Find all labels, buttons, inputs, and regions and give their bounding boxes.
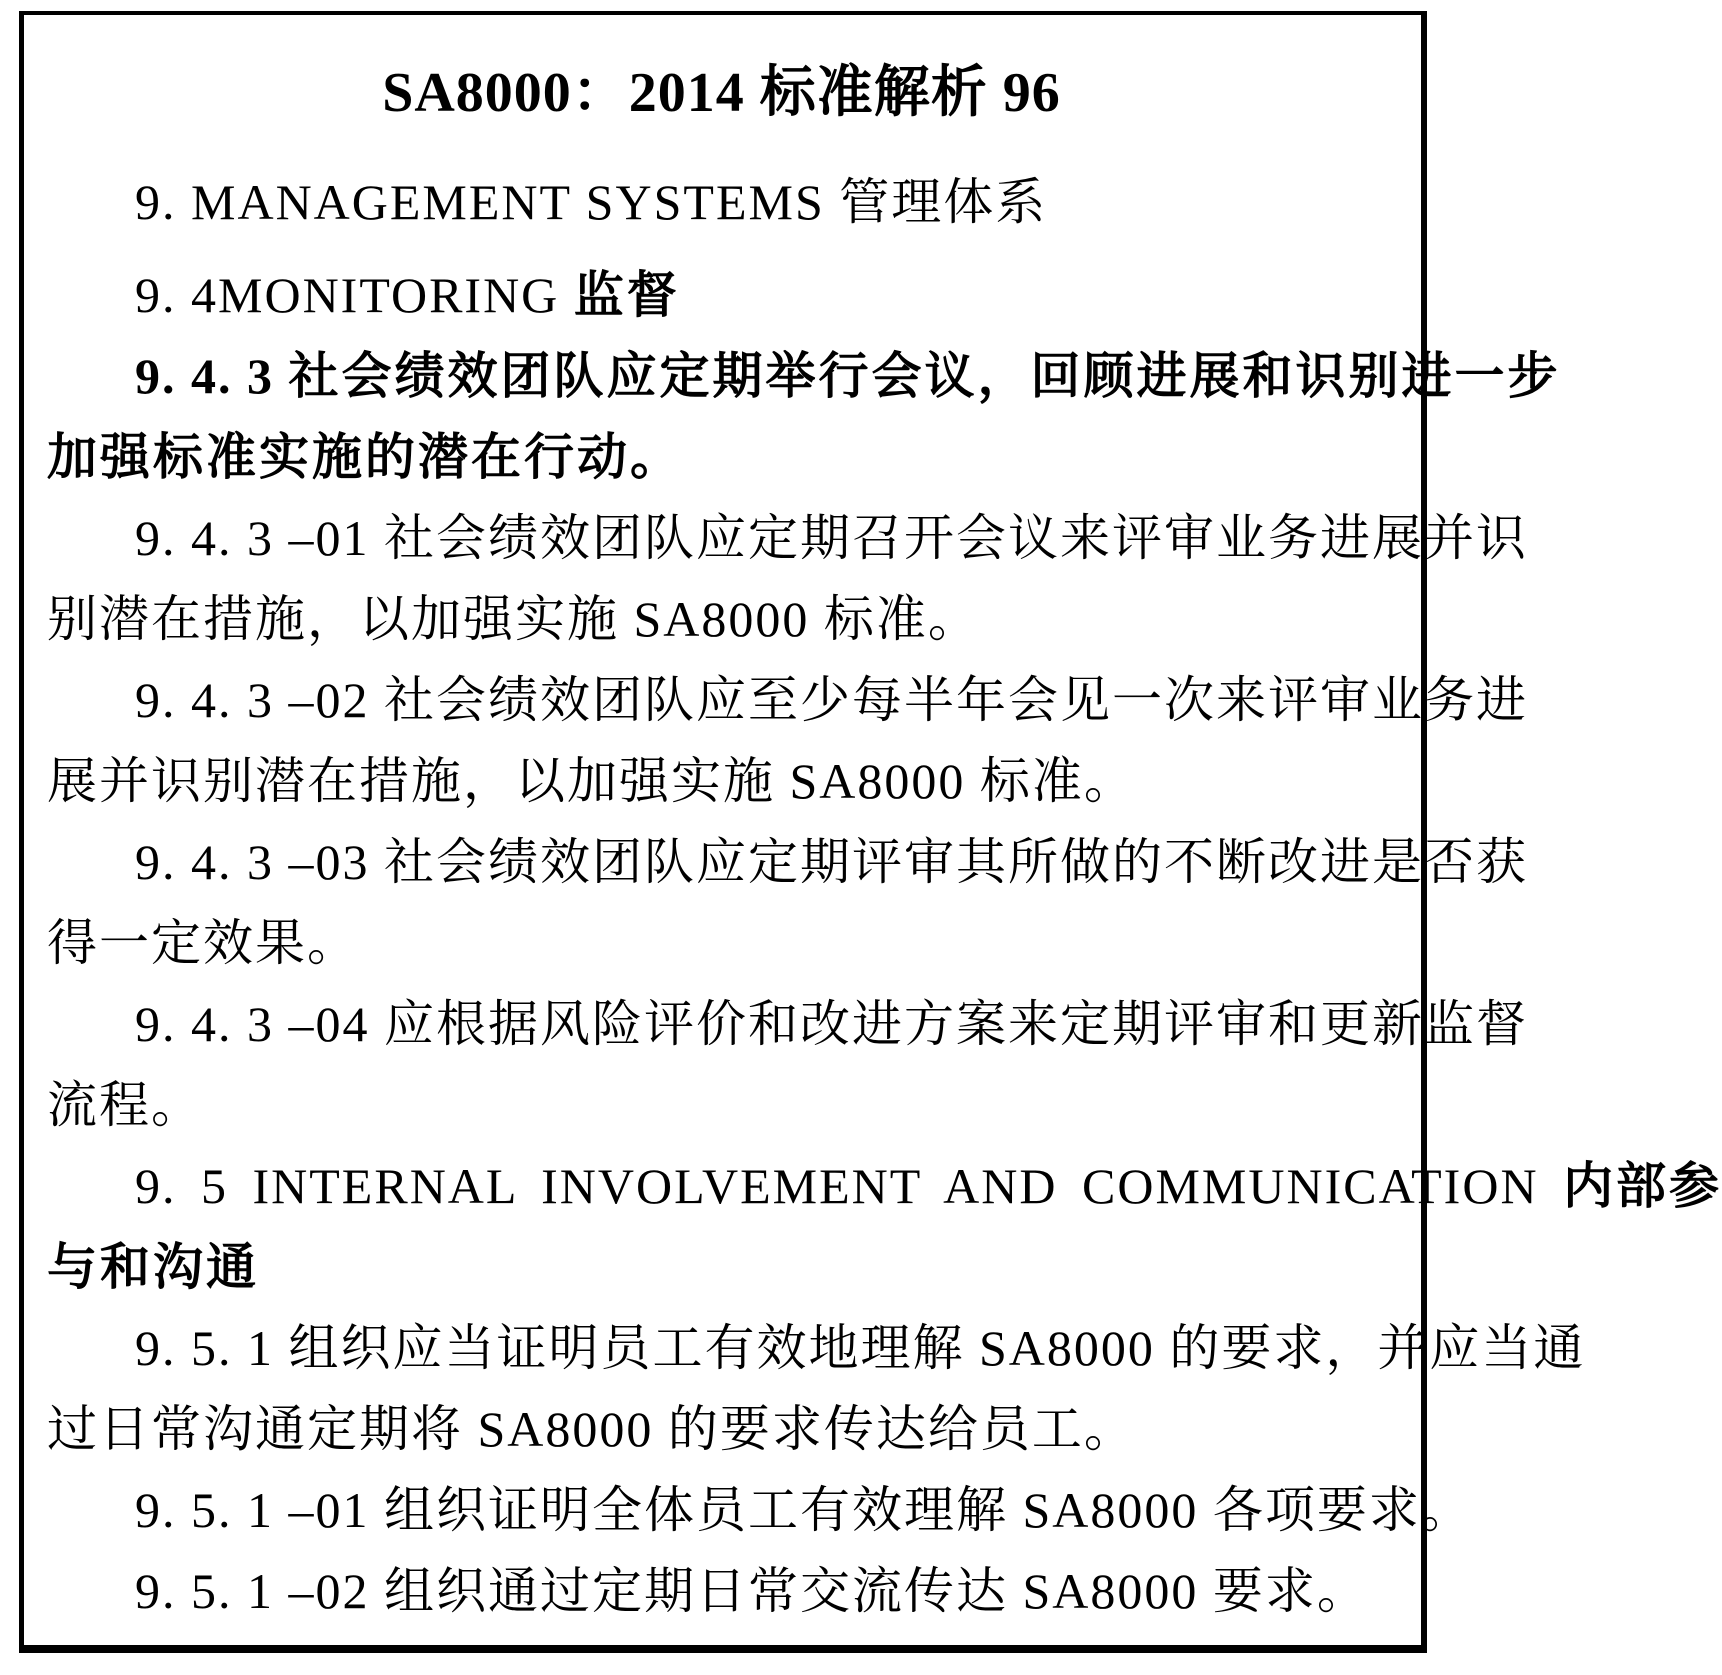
- heading-internal-involvement-line-2: [47, 1227, 1396, 1308]
- clause-9-4-3-04-line-2: [47, 1065, 1396, 1146]
- clause-9-4-3-01-line-1: [47, 498, 1528, 579]
- heading-monitoring: [47, 255, 1396, 336]
- clause-9-4-3-line-1: [47, 336, 1561, 417]
- clause-text: 加强标准实施的潜在行动。: [47, 429, 683, 485]
- heading-number-en: 9. MANAGEMENT SYSTEMS: [135, 174, 840, 230]
- heading-number-en: 9. 5 INTERNAL INVOLVEMENT AND COMMUNICATION: [135, 1158, 1564, 1214]
- clause-text: 9. 5. 1 –01 组织证明全体员工有效理解 SA8000 各项要求。: [135, 1482, 1473, 1538]
- clause-text: 得一定效果。: [47, 915, 359, 971]
- clause-text: 过日常沟通定期将 SA8000 的要求传达给员工。: [47, 1401, 1136, 1457]
- heading-management-systems: [47, 162, 1396, 243]
- clause-9-4-3-02-line-1: [47, 660, 1528, 741]
- clause-text: 展并识别潜在措施，以加强实施 SA8000 标准。: [47, 753, 1136, 809]
- clause-text: 别潜在措施，以加强实施 SA8000 标准。: [47, 591, 980, 647]
- heading-number-en: 9. 4MONITORING: [135, 267, 574, 323]
- heading-cn: 监督: [573, 267, 680, 323]
- clause-9-5-1-02: [47, 1551, 1396, 1632]
- clause-9-4-3-03-line-1: [47, 822, 1528, 903]
- page-content: [24, 15, 1722, 1645]
- clause-text: 9. 5. 1 组织应当证明员工有效地理解 SA8000 的要求，并应当通: [135, 1320, 1586, 1376]
- heading-cn: 与和沟通: [47, 1239, 259, 1295]
- clause-text: 流程。: [47, 1077, 203, 1133]
- page-border-frame: [19, 11, 1722, 1653]
- clause-9-4-3-04-line-1: [47, 984, 1528, 1065]
- clause-9-4-3-01-line-2: [47, 579, 1396, 660]
- clause-9-4-3-line-2: [47, 417, 1396, 498]
- clause-text: 9. 4. 3 –04 应根据风险评价和改进方案来定期评审和更新监督: [135, 996, 1528, 1052]
- heading-internal-involvement-line-1: [47, 1146, 1722, 1227]
- clause-9-4-3-03-line-2: [47, 903, 1396, 984]
- clause-text: 社会绩效团队应定期举行会议，回顾进展和识别进一步: [288, 348, 1561, 404]
- clause-text: 9. 4. 3 –01 社会绩效团队应定期召开会议来评审业务进展并识: [135, 510, 1528, 566]
- clause-9-5-1-01: [47, 1470, 1473, 1551]
- clause-text: 9. 5. 1 –02 组织通过定期日常交流传达 SA8000 要求。: [135, 1563, 1369, 1619]
- clause-9-5-1-line-2: [47, 1389, 1396, 1470]
- page-title: SA8000：2014 标准解析 96: [382, 62, 1061, 124]
- clause-number: 9. 4. 3: [135, 348, 289, 404]
- heading-cn: 内部参: [1563, 1158, 1722, 1214]
- heading-cn: 管理体系: [839, 174, 1048, 230]
- clause-9-5-1-line-1: [47, 1308, 1586, 1389]
- clause-text: 9. 4. 3 –03 社会绩效团队应定期评审其所做的不断改进是否获: [135, 834, 1528, 890]
- clause-text: 9. 4. 3 –02 社会绩效团队应至少每半年会见一次来评审业务进: [135, 672, 1528, 728]
- clause-9-4-3-02-line-2: [47, 741, 1396, 822]
